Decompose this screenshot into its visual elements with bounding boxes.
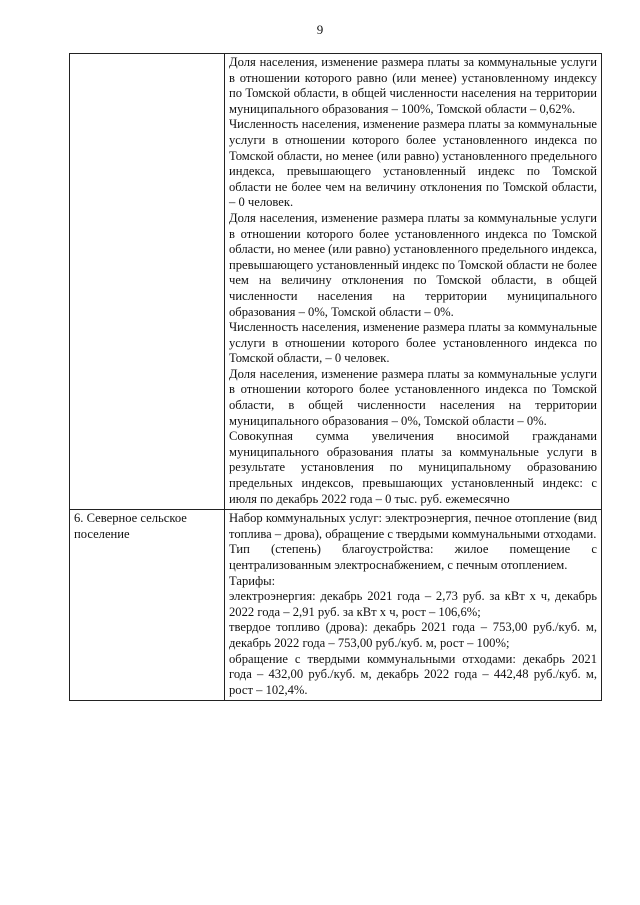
paragraph: Доля населения, изменение размера платы за коммунальные услуги в отношении которого более установленного индекса по Томской области, но менее (или равно) установленного предельного индекса, превышающего установленный индекс по Томской области не более чем на величину отклонения по Томской области, в общей численности населения на территории муниципального образования – 0%, Томской области – 0%. <box>229 210 598 319</box>
paragraph: Совокупная сумма увеличения вносимой гражданами муниципального образования платы за коммунальные услуги в результате установления по муниципальному образованию предельных индексов, превышающих установленный индекс: с июля по декабрь 2022 года – 0 тыс. руб. ежемесячно <box>229 429 597 506</box>
table-row <box>70 54 602 510</box>
table-cell-right <box>225 54 602 510</box>
paragraph: электроэнергия: декабрь 2021 года – 2,73 руб. за кВт х ч, декабрь 2022 года – 2,91 руб. за кВт х ч, рост – 106,6%; <box>229 589 597 619</box>
paragraph: Численность населения, изменение размера платы за коммунальные услуги в отношении которого более установленного индекса по Томской области, но менее (или равно) установленного предельного индекса, превышающего установленный индекс по Томской области не более чем на величину отклонения по Томской области, – 0 человек. <box>229 117 597 210</box>
paragraph: Тарифы: <box>229 573 276 588</box>
paragraph: Тип (степень) благоустройства: жилое помещение с централизованным электроснабжением, с печным отоплением. <box>229 542 597 572</box>
paragraph: твердое топливо (дрова): декабрь 2021 года – 753,00 руб./куб. м, декабрь 2022 года – 753,00 руб./куб. м, рост – 100%; <box>229 620 597 650</box>
table-cell-left <box>70 54 225 510</box>
settlement-name-cell: 6. Северное сельское поселение <box>70 510 225 701</box>
paragraph: Набор коммунальных услуг: электроэнергия, печное отопление (вид топлива – дрова), обращение с твердыми коммунальными отходами. <box>229 511 597 541</box>
paragraph: Доля населения, изменение размера платы за коммунальные услуги в отношении которого более установленного индекса по Томской области, в общей численности населения на территории муниципального образования – 0%, Томской области – 0%. <box>229 366 597 428</box>
paragraph: Численность населения, изменение размера платы за коммунальные услуги в отношении которого более установленного индекса по Томской области, – 0 человек. <box>229 320 597 366</box>
paragraph: обращение с твердыми коммунальными отходами: декабрь 2021 года – 432,00 руб./куб. м, декабрь 2022 года – 442,48 руб./куб. м, рост – 102,4%. <box>229 651 597 697</box>
paragraph: Доля населения, изменение размера платы за коммунальные услуги в отношении которого равно (или менее) установленному индексу по Томской области, в общей численности населения на территории муниципального образования – 100%, Томской области – 0,62%. <box>229 55 597 116</box>
table-cell-right <box>225 510 602 701</box>
table-row <box>70 510 602 701</box>
content-table <box>69 53 602 701</box>
page-number: 9 <box>316 22 324 37</box>
